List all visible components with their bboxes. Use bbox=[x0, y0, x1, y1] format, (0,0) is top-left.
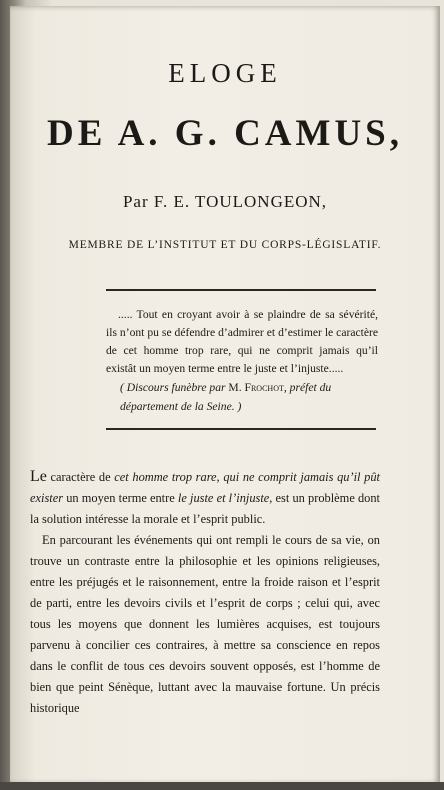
paragraph-1-text-3: , est un problème dont la solution intéresse la morale et l’esprit public. bbox=[30, 491, 381, 526]
paragraph-1-dropcap: Le bbox=[30, 468, 47, 485]
paragraph-1-italic-1: cet homme trop rare, qui ne comprit jamais qu’il pût exister bbox=[30, 470, 380, 505]
title-line-1: ELOGE bbox=[168, 58, 282, 88]
attribution-open: ( Discours funèbre par bbox=[120, 381, 229, 394]
attribution-name: M. Frochot bbox=[228, 381, 284, 394]
body-text bbox=[30, 466, 380, 719]
author-line: Par F. E. TOULONGEON, bbox=[122, 192, 328, 211]
paragraph-1 bbox=[30, 466, 380, 530]
title-line-2: DE A. G. CAMUS, bbox=[46, 113, 404, 154]
paragraph-1-text-2: un moyen terme entre bbox=[63, 491, 178, 505]
epigraph bbox=[106, 306, 378, 378]
epigraph-text: ..... Tout en croyant avoir à se plaindre de sa sévérité, ils n’ont pu se défendre d’admirer et d’estimer le caractère de cet homme trop rare, qui ne comprit jamais qu’il existât un moyen terme entre le juste et l’injuste..... bbox=[106, 308, 378, 375]
paragraph-1-italic-2: le juste et l’injuste bbox=[177, 491, 270, 505]
page-bottom-edge bbox=[0, 782, 444, 790]
membership-line: MEMBRE DE L’INSTITUT ET DU CORPS-LÉGISLATIF. bbox=[68, 239, 382, 251]
book-page bbox=[10, 6, 440, 784]
attribution-close: , préfet du département de la Seine. ) bbox=[120, 381, 332, 413]
paragraph-2: En parcourant les événements qui ont rempli le cours de sa vie, on trouve un contraste entre la philosophie et les opinions religieuses, entre les préjugés et le raisonnement, entre la froide raison et l’esprit de parti, entre les devoirs civils et l’esprit de corps ; celui qui, avec tous les moyens que donnent les lumières acquises, est toujours parvenu à concilier ces contraires, à mettre sa conscience en repos dans le conflit de tous ces devoirs souvent opposés, est l’homme de bien que peint Sénèque, luttant avec la mauvaise fortune. Un précis historique bbox=[30, 533, 380, 715]
epigraph-attribution bbox=[120, 378, 382, 416]
paragraph-1-text: caractère de bbox=[46, 470, 115, 484]
epigraph-bottom-rule bbox=[106, 428, 376, 430]
epigraph-top-rule bbox=[106, 289, 376, 291]
